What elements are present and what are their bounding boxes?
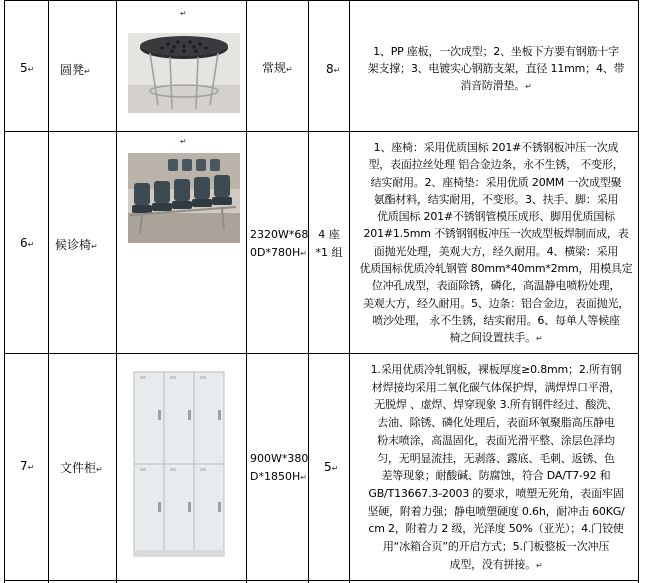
item-name: 候诊椅↵ <box>55 238 98 252</box>
item-description: 1、座椅：采用优质国标 201#不锈钢板冲压一次成 型，表面拉丝处理 铝合金边条，永不生锈， 不变形， 结实耐用。2、座椅垫：采用优质 20MM 一次成型聚 氨酯材料，结实耐用，不变形。3、扶手、脚：采用 优质国标 201#不锈钢管模压成形、脚用优质国标 201#1.5mm 不锈钢钢板冲压一次成型板焊制而成，表 面抛光处理，美观大方，经久耐用。4、横梁：采用 优质国标优质冷轧钢管 80mm*40mm*2mm，用模具定 位冲孔成型，表面除锈，磷化，高温静电喷粉处理， 美观大方，经久耐用。5、边条：铝合金边，表面抛光， 喷沙处理， 永不生锈，结实耐用。6、每单人等候座 椅之间设置扶手。↵ <box>359 141 633 345</box>
row-number: 7↵ <box>20 459 35 473</box>
stool-image <box>128 33 240 113</box>
row-number: 5↵ <box>20 61 35 75</box>
col-border-name-image <box>116 0 117 583</box>
col-border-left <box>4 0 5 583</box>
col-border-num-name <box>48 0 49 583</box>
item-name: 文件柜↵ <box>60 461 103 475</box>
row-number: 6↵ <box>20 236 35 250</box>
item-name: 圆凳↵ <box>60 63 91 77</box>
item-spec: 2320W*68 0D*780H↵ <box>250 228 309 259</box>
item-quantity: 8↵ <box>326 62 341 76</box>
file-cabinet-image <box>130 370 230 560</box>
table-top-border <box>4 0 638 1</box>
item-description: 1、PP 座板，一次成型；2、坐板下方要有钢筋十字 架支撑；3、电镀实心钢筋支架，直径 11mm；4、带 消音防滑垫。↵ <box>367 45 625 92</box>
row-divider-bottom <box>4 580 638 581</box>
item-description: 1.采用优质冷轧钢板，裸板厚度≥0.8mm；2.所有钢 材焊接均采用二氧化碳气体保护焊，满焊焊口平滑， 无脱焊 、虚焊、焊穿现象 3.所有钢件经过、酸洗、 去油、除锈、磷化处理后，表面环氧聚脂高压静电 粉末喷涂，高温固化，表面光滑平整、涂层色泽均 匀，无明显流挂，无剥落、露底、毛刺、返锈、色 差等现象；耐酸碱、防腐蚀，符合 DA/T7-92 和 GB/T13667.3-2003 的要求，喷塑无死角，表面牢固 坚硬，附着力强；静电喷塑硬度 0.6h，耐冲击 60KG/ cm 2，附着力 2 级，光泽度 50%（亚光）；4.门铰使 用“冰箱合页”的开启方式；5.门板整板一次冲压 成型，没有拼接。↵ <box>367 363 625 571</box>
col-border-qty-desc <box>349 0 350 583</box>
item-spec: 常规↵ <box>262 61 293 75</box>
col-border-image-spec <box>246 0 247 583</box>
col-border-right <box>638 0 639 583</box>
paragraph-mark: ↵ <box>180 9 187 18</box>
col-border-spec-qty <box>308 0 309 583</box>
row-divider-6-7 <box>4 353 638 354</box>
row-divider-5-6 <box>4 131 638 132</box>
waiting-chair-image <box>128 153 240 243</box>
item-quantity: 4 座 *1 组 <box>315 228 343 259</box>
item-spec: 900W*380 D*1850H↵ <box>250 452 309 483</box>
item-quantity: 5↵ <box>324 460 339 474</box>
paragraph-mark: ↵ <box>180 137 187 146</box>
